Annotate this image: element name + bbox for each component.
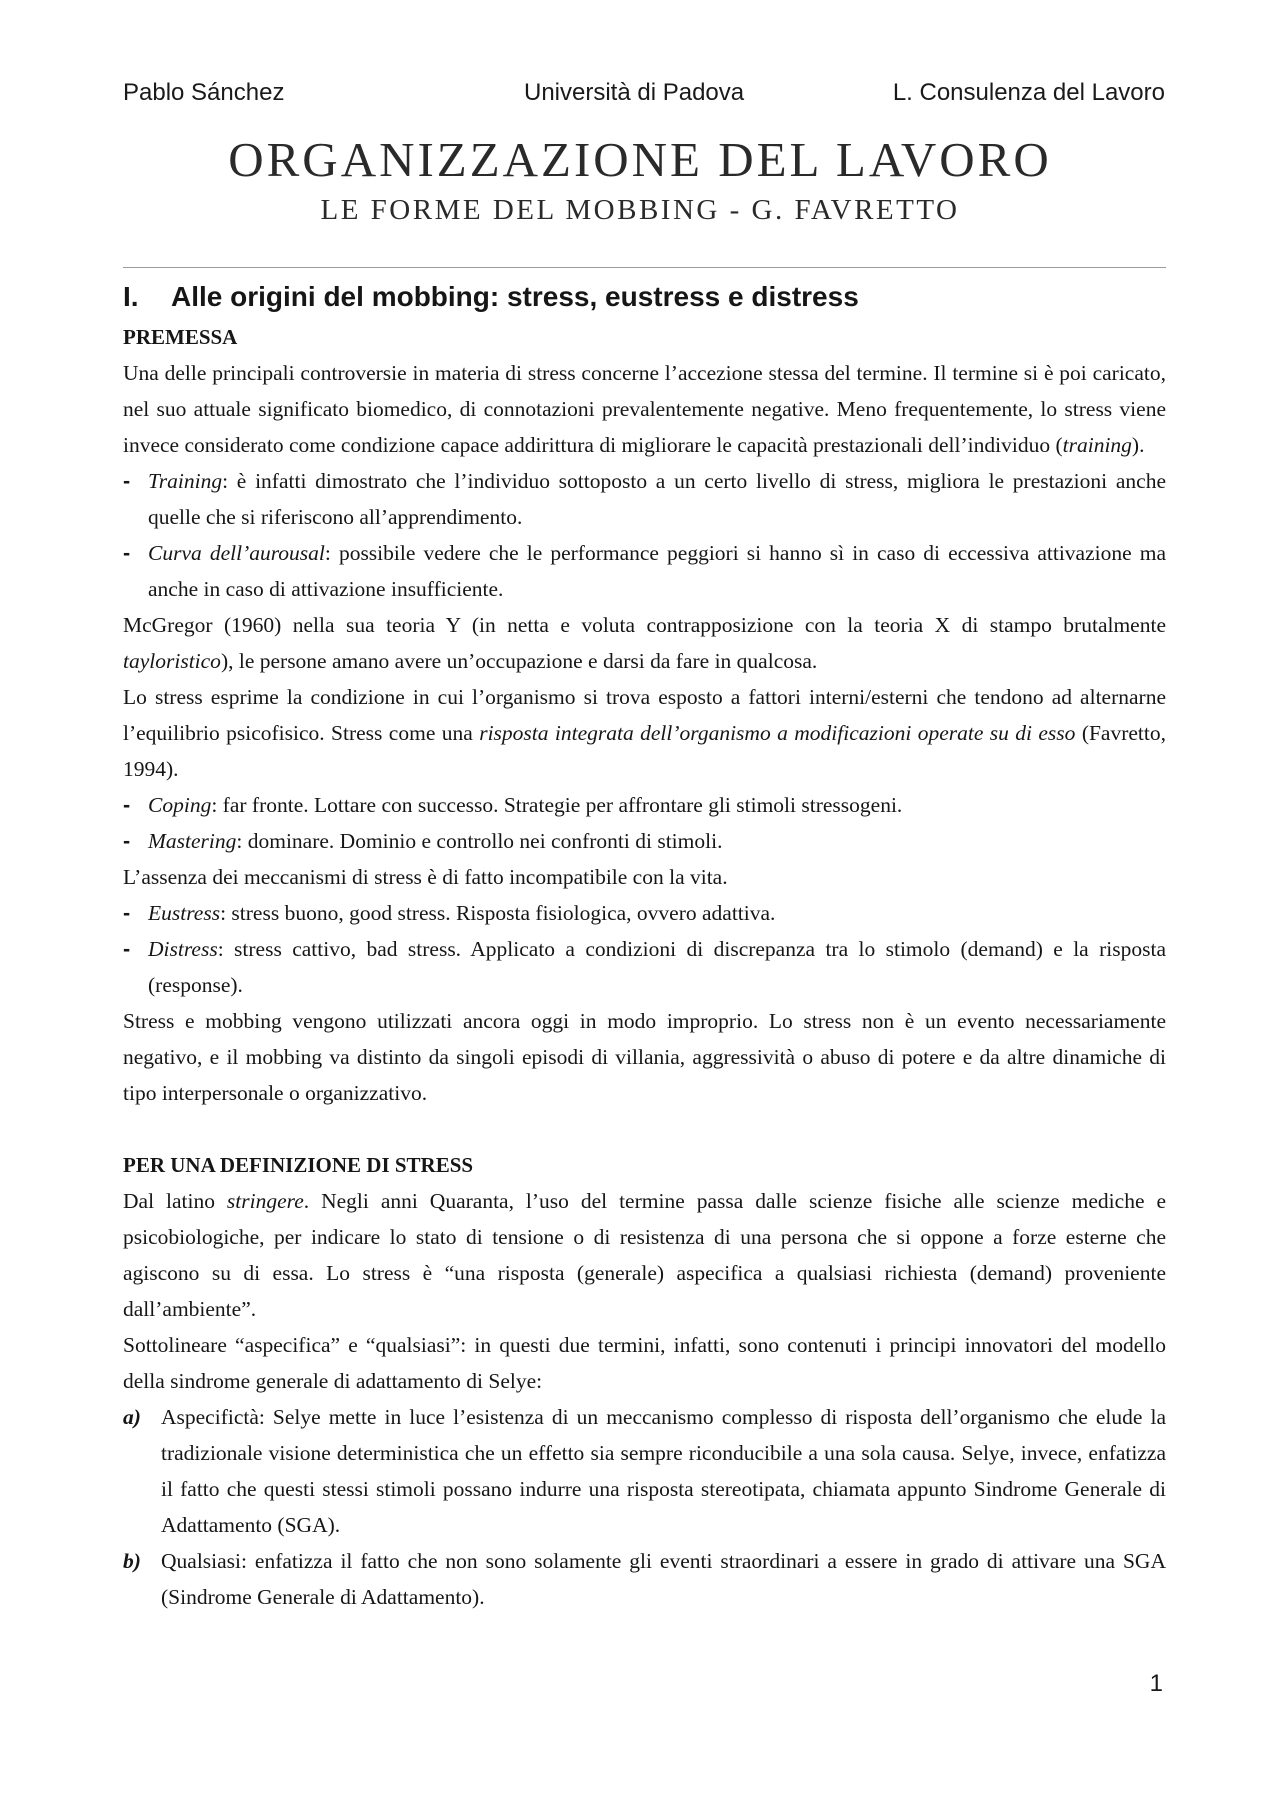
header-university: Università di Padova [524,79,745,106]
dash-bullet-icon: - [123,541,131,565]
document-body [123,274,1166,1615]
spacer [123,1111,1166,1147]
section-heading [123,274,1166,319]
header-author: Pablo Sánchez [123,79,285,106]
bullet-item: - Mastering: dominare. Dominio e controllo nei confronti di stimoli. [123,823,1166,859]
document-subtitle: LE FORME DEL MOBBING - G. FAVRETTO [320,194,960,226]
paragraph: Lo stress esprime la condizione in cui l’organismo si trova esposto a fattori interni/esterni che tendono ad alternarne l’equilibrio psicofisico. Stress come una risposta integrata dell’organismo a modificazioni operate su di esso (Favretto, 1994). [123,685,1166,781]
document-title: ORGANIZZAZIONE DEL LAVORO [228,132,1052,187]
list-item: b) Qualsiasi: enfatizza il fatto che non sono solamente gli eventi straordinari a essere in grado di attivare una SGA (Sindrome Generale di Adattamento). [123,1543,1166,1615]
subheading-premessa: PREMESSA [123,325,238,349]
bullet-item: - Distress: stress cattivo, bad stress. Applicato a condizioni di discrepanza tra lo stimolo (demand) e la risposta (response). [123,931,1166,1003]
list-item: a) Aspecifictà: Selye mette in luce l’esistenza di un meccanismo complesso di risposta dell’organismo che elude la tradizionale visione deterministica che un effetto sia sempre riconducibile a una sola causa. Selye, invece, enfatizza il fatto che questi stessi stimoli possano indurre una risposta stereotipata, chiamata appunto Sindrome Generale di Adattamento (SGA). [123,1399,1166,1543]
paragraph: Stress e mobbing vengono utilizzati ancora oggi in modo improprio. Lo stress non è un evento necessariamente negativo, e il mobbing va distinto da singoli episodi di villania, aggressività o abuso di potere e da altre dinamiche di tipo interpersonale o organizzativo. [123,1009,1166,1105]
bullet-item: - Curva dell’aurousal: possibile vedere che le performance peggiori si hanno sì in caso di eccessiva attivazione ma anche in caso di attivazione insufficiente. [123,535,1166,607]
dash-bullet-icon: - [123,469,131,493]
section-number: I. [123,281,139,312]
paragraph: L’assenza dei meccanismi di stress è di fatto incompatibile con la vita. [123,865,728,889]
header-course: L. Consulenza del Lavoro [892,79,1165,106]
title-divider [123,267,1166,268]
bullet-item: - Coping: far fronte. Lottare con successo. Strategie per affrontare gli stimoli stressogeni. [123,787,1166,823]
bullet-item: - Eustress: stress buono, good stress. Risposta fisiologica, ovvero adattiva. [123,895,1166,931]
paragraph: Dal latino stringere. Negli anni Quaranta, l’uso del termine passa dalle scienze fisiche alle scienze mediche e psicobiologiche, per indicare lo stato di tensione o di resistenza di una persona che si oppone a forze esterne che agiscono su di essa. Lo stress è “una risposta (generale) aspecifica a qualsiasi richiesta (demand) proveniente dall’ambiente”. [123,1189,1166,1321]
dash-bullet-icon: - [123,829,131,853]
section-title: Alle origini del mobbing: stress, eustress e distress [171,281,859,312]
dash-bullet-icon: - [123,901,131,925]
bullet-item: - Training: è infatti dimostrato che l’individuo sottoposto a un certo livello di stress, migliora le prestazioni anche quelle che si riferiscono all’apprendimento. [123,463,1166,535]
paragraph: McGregor (1960) nella sua teoria Y (in netta e voluta contrapposizione con la teoria X di stampo brutalmente tayloristico), le persone amano avere un’occupazione e darsi da fare in qualcosa. [123,613,1166,673]
dash-bullet-icon: - [123,937,131,961]
subheading-definizione: PER UNA DEFINIZIONE DI STRESS [123,1153,474,1177]
dash-bullet-icon: - [123,793,131,817]
paragraph: Sottolineare “aspecifica” e “qualsiasi”: in questi due termini, infatti, sono contenuti i principi innovatori del modello della sindrome generale di adattamento di Selye: [123,1333,1166,1393]
paragraph: Una delle principali controversie in materia di stress concerne l’accezione stessa del termine. Il termine si è poi caricato, nel suo attuale significato biomedico, di connotazioni prevalentemente negative. Meno frequentemente, lo stress viene invece considerato come condizione capace addirittura di migliorare le capacità prestazionali dell’individuo (training). [123,361,1166,457]
page-number: 1 [1149,1670,1163,1697]
list-marker: a) [123,1405,141,1429]
list-marker: b) [123,1549,141,1573]
